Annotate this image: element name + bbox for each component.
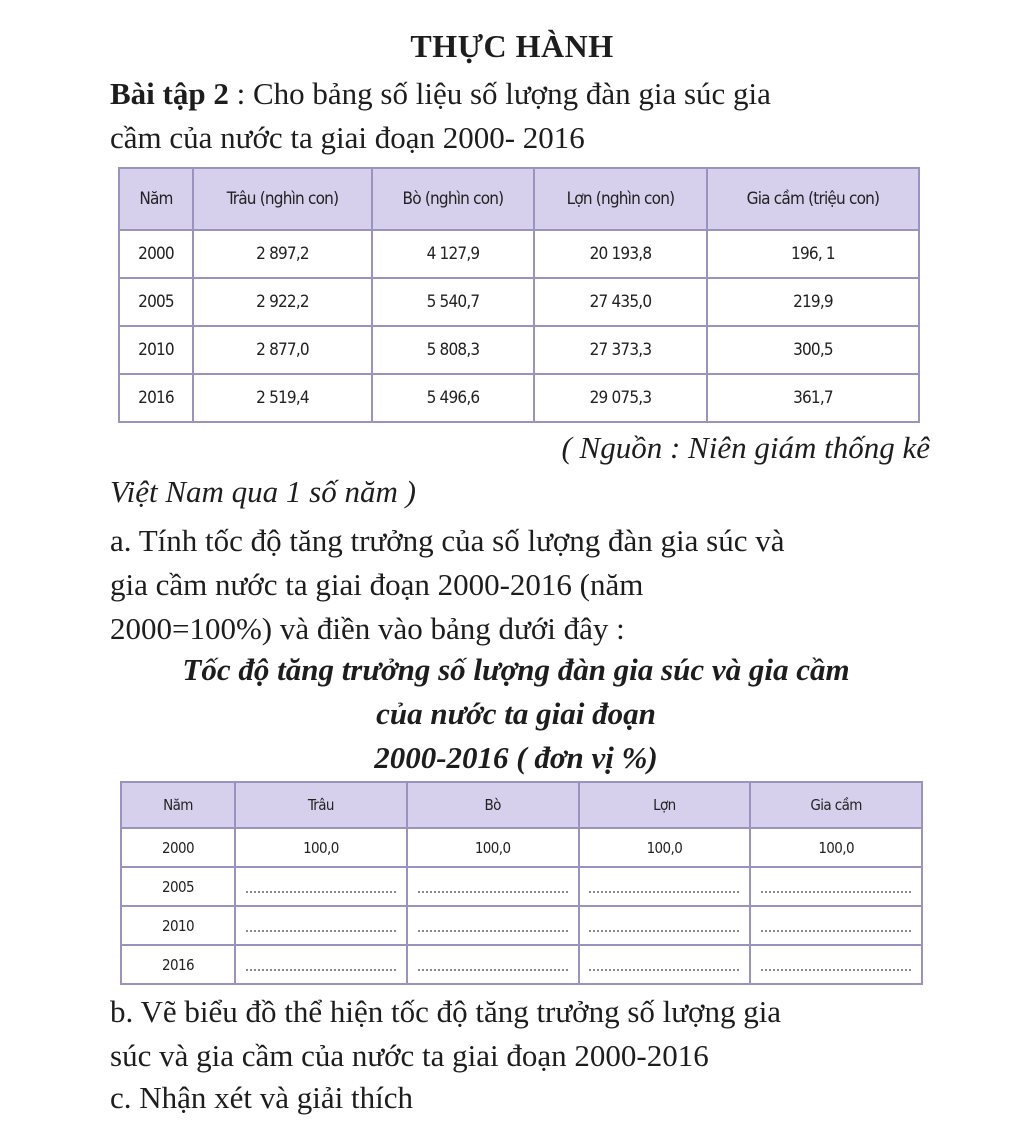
task-b-line-1: b. Vẽ biểu đồ thể hiện tốc độ tăng trưởng số lượng gia [110, 994, 782, 1029]
table-cell: 100,0 [407, 828, 579, 867]
dotted-fill-line [246, 881, 396, 893]
table-cell: 100,0 [750, 828, 922, 867]
table-row [119, 374, 919, 422]
table-row [119, 278, 919, 326]
table-cell: 4 127,9 [372, 230, 534, 278]
dotted-fill-line [589, 881, 739, 893]
dotted-fill-line [246, 959, 396, 971]
table-cell: 2 519,4 [193, 374, 372, 422]
task-b-line-2: súc và gia cầm của nước ta giai đoạn 2000-2016 [110, 1038, 709, 1073]
table-cell: 2016 [121, 945, 235, 984]
table-cell: 5 540,7 [372, 278, 534, 326]
exercise-intro-line-2: cầm của nước ta giai đoạn 2000- 2016 [110, 120, 585, 155]
page-title: THỰC HÀNH [410, 28, 614, 64]
header-cell: Bò [407, 782, 579, 828]
task-b [110, 990, 930, 1078]
dotted-fill-line [761, 920, 911, 932]
blank-cell[interactable] [750, 945, 922, 984]
table-row [121, 828, 922, 867]
table-cell: 27 435,0 [534, 278, 707, 326]
livestock-table-header [119, 168, 919, 230]
blank-cell[interactable] [579, 867, 751, 906]
blank-cell[interactable] [750, 867, 922, 906]
task-a-line-2: gia cầm nước ta giai đoạn 2000-2016 (năm [110, 567, 644, 602]
header-cell: Gia cầm (triệu con) [707, 168, 919, 230]
table-cell: 361,7 [707, 374, 919, 422]
table-cell: 2005 [121, 867, 235, 906]
table-cell: 100,0 [235, 828, 407, 867]
table-cell: 2005 [119, 278, 193, 326]
table-row [121, 906, 922, 945]
blank-cell[interactable] [235, 906, 407, 945]
source-note [110, 426, 930, 514]
table-cell: 2 922,2 [193, 278, 372, 326]
header-cell: Trâu [235, 782, 407, 828]
dotted-fill-line [418, 959, 568, 971]
header-cell: Năm [119, 168, 193, 230]
dotted-fill-line [418, 920, 568, 932]
header-cell: Trâu (nghìn con) [193, 168, 372, 230]
table2-title-line-3: 2000-2016 ( đơn vị %) [374, 740, 658, 775]
exercise-intro-line-1: : Cho bảng số liệu số lượng đàn gia súc gia [228, 76, 771, 111]
table-cell: 2000 [121, 828, 235, 867]
header-cell: Lợn (nghìn con) [534, 168, 707, 230]
table-cell: 20 193,8 [534, 230, 707, 278]
table2-title-line-1: Tốc độ tăng trưởng số lượng đàn gia súc và gia cầm [182, 652, 850, 687]
table-row [121, 867, 922, 906]
blank-cell[interactable] [750, 906, 922, 945]
source-line-2: Việt Nam qua 1 số năm ) [110, 474, 416, 509]
table-row [121, 945, 922, 984]
table-cell: 2016 [119, 374, 193, 422]
table-cell: 29 075,3 [534, 374, 707, 422]
task-a [110, 519, 930, 651]
table-cell: 2010 [119, 326, 193, 374]
dotted-fill-line [589, 920, 739, 932]
table-cell: 27 373,3 [534, 326, 707, 374]
table-cell: 2 877,0 [193, 326, 372, 374]
blank-cell[interactable] [235, 945, 407, 984]
task-c [110, 1076, 930, 1120]
table-cell: 196, 1 [707, 230, 919, 278]
header-cell: Gia cầm [750, 782, 922, 828]
exercise-label: Bài tập 2 [110, 76, 229, 111]
dotted-fill-line [246, 920, 396, 932]
table-cell: 2000 [119, 230, 193, 278]
exercise-intro [110, 72, 930, 160]
table-cell: 2010 [121, 906, 235, 945]
table2-title [112, 648, 920, 780]
dotted-fill-line [761, 881, 911, 893]
blank-cell[interactable] [579, 945, 751, 984]
header-cell: Bò (nghìn con) [372, 168, 534, 230]
dotted-fill-line [761, 959, 911, 971]
blank-cell[interactable] [235, 867, 407, 906]
dotted-fill-line [589, 959, 739, 971]
blank-cell[interactable] [579, 906, 751, 945]
header-cell: Năm [121, 782, 235, 828]
table-cell: 5 808,3 [372, 326, 534, 374]
table-row [119, 230, 919, 278]
header-cell: Lợn [579, 782, 751, 828]
table-cell: 5 496,6 [372, 374, 534, 422]
livestock-table [118, 167, 920, 423]
dotted-fill-line [418, 881, 568, 893]
blank-cell[interactable] [407, 867, 579, 906]
table-cell: 219,9 [707, 278, 919, 326]
table-cell: 300,5 [707, 326, 919, 374]
growth-table-header [121, 782, 922, 828]
table-cell: 100,0 [579, 828, 751, 867]
task-a-line-3: 2000=100%) và điền vào bảng dưới đây : [110, 611, 625, 646]
task-a-line-1: a. Tính tốc độ tăng trưởng của số lượng đàn gia súc và [110, 523, 785, 558]
blank-cell[interactable] [407, 945, 579, 984]
task-c-line: c. Nhận xét và giải thích [110, 1080, 414, 1115]
growth-rate-table [120, 781, 923, 985]
blank-cell[interactable] [407, 906, 579, 945]
table-row [119, 326, 919, 374]
table-cell: 2 897,2 [193, 230, 372, 278]
source-line-1: ( Nguồn : Niên giám thống kê [561, 430, 930, 465]
table2-title-line-2: của nước ta giai đoạn [376, 696, 656, 731]
